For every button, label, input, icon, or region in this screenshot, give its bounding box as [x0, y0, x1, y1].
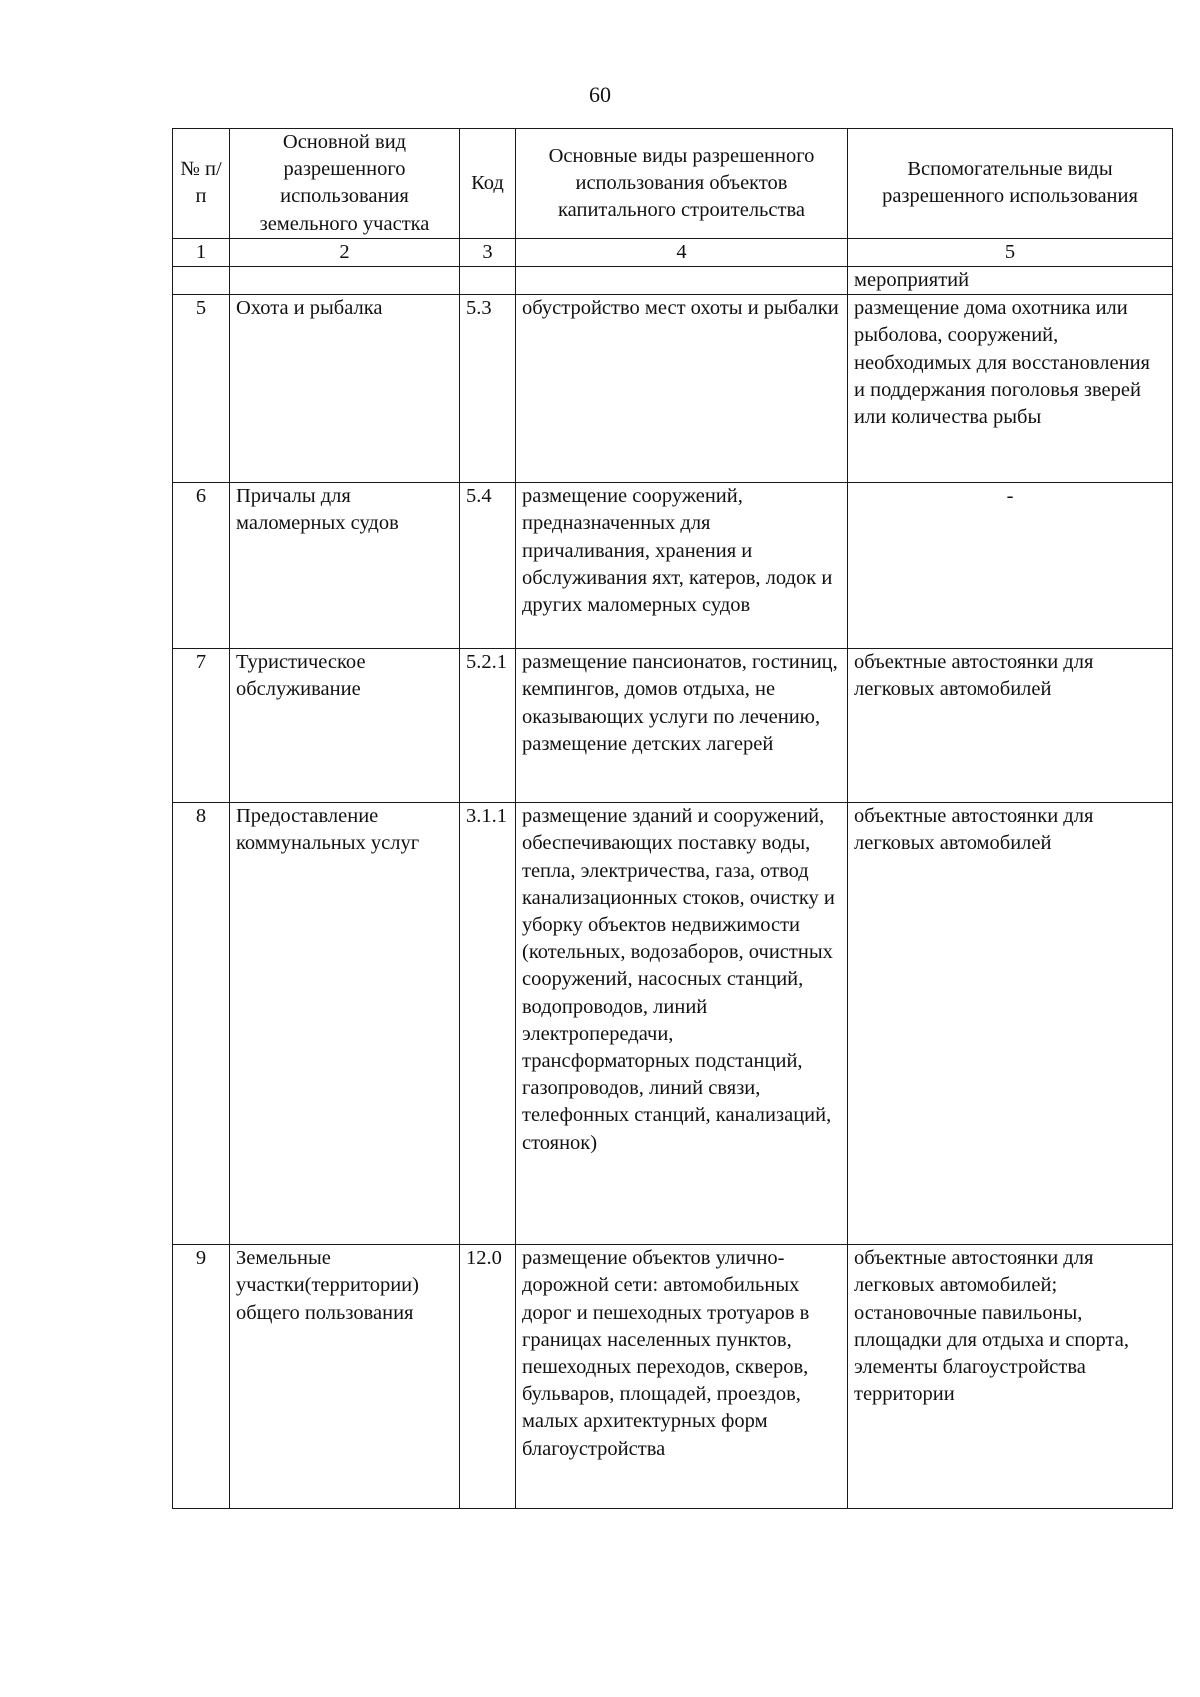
header-main-kind: Основной вид разрешенного использования земельного участка — [230, 129, 460, 239]
table-row — [173, 649, 1173, 803]
row-main-kind: Туристическое обслуживание — [230, 649, 460, 803]
row-number: 5 — [173, 295, 230, 483]
row-main-uses: размещение пансионатов, гостиниц, кемпингов, домов отдыха, не оказывающих услуги по лечению, размещение детских лагерей — [516, 649, 848, 803]
table-row — [173, 295, 1173, 483]
row-number: 8 — [173, 803, 230, 1245]
header-main-uses: Основные виды разрешенного использования объектов капитального строительства — [516, 129, 848, 239]
row-main-kind: Охота и рыбалка — [230, 295, 460, 483]
row-code: 5.2.1 — [460, 649, 516, 803]
row-aux-uses: - — [848, 483, 1173, 649]
row-aux-uses: объектные автостоянки для легковых автомобилей — [848, 803, 1173, 1245]
column-number: 4 — [516, 238, 848, 266]
row-code: 12.0 — [460, 1245, 516, 1509]
row-code: 5.4 — [460, 483, 516, 649]
row-main-uses: обустройство мест охоты и рыбалки — [516, 295, 848, 483]
header-number: № п/п — [173, 129, 230, 239]
row-code: 3.1.1 — [460, 803, 516, 1245]
carryover-row — [173, 267, 1173, 295]
carryover-text: мероприятий — [848, 267, 1173, 295]
header-aux-uses: Вспомогательные виды разрешенного использования — [848, 129, 1173, 239]
table-row — [173, 1245, 1173, 1509]
table-row — [173, 803, 1173, 1245]
page-number: 60 — [589, 82, 611, 107]
column-number: 5 — [848, 238, 1173, 266]
row-main-kind: Земельные участки(территории) общего пользования — [230, 1245, 460, 1509]
row-number: 6 — [173, 483, 230, 649]
row-number: 9 — [173, 1245, 230, 1509]
column-number: 1 — [173, 238, 230, 266]
row-aux-uses: размещение дома охотника или рыболова, сооружений, необходимых для восстановления и поддержания поголовья зверей или количества рыбы — [848, 295, 1173, 483]
row-main-uses: размещение сооружений, предназначенных для причаливания, хранения и обслуживания яхт, катеров, лодок и других маломерных судов — [516, 483, 848, 649]
row-code: 5.3 — [460, 295, 516, 483]
column-number-row — [173, 238, 1173, 266]
row-main-kind: Причалы для маломерных судов — [230, 483, 460, 649]
table-header-row — [173, 129, 1173, 239]
row-main-uses: размещение зданий и сооружений, обеспечивающих поставку воды, тепла, электричества, газа, отвод канализационных стоков, очистку и уборку объектов недвижимости (котельных, водозаборов, очистных сооружений, насосных станций, водопроводов, линий электропередачи, трансформаторных подстанций, газопроводов, линий связи, телефонных станций, канализаций, стоянок) — [516, 803, 848, 1245]
header-code: Код — [460, 129, 516, 239]
table-row — [173, 483, 1173, 649]
row-main-uses: размещение объектов улично-дорожной сети: автомобильных дорог и пешеходных тротуаров в границах населенных пунктов, пешеходных переходов, скверов, бульваров, площадей, проездов, малых архитектурных форм благоустройства — [516, 1245, 848, 1509]
column-number: 3 — [460, 238, 516, 266]
column-number: 2 — [230, 238, 460, 266]
row-main-kind: Предоставление коммунальных услуг — [230, 803, 460, 1245]
row-aux-uses: объектные автостоянки для легковых автомобилей; остановочные павильоны, площадки для отдыха и спорта, элементы благоустройства территории — [848, 1245, 1173, 1509]
row-aux-uses: объектные автостоянки для легковых автомобилей — [848, 649, 1173, 803]
row-number: 7 — [173, 649, 230, 803]
land-use-table — [172, 128, 1173, 1509]
